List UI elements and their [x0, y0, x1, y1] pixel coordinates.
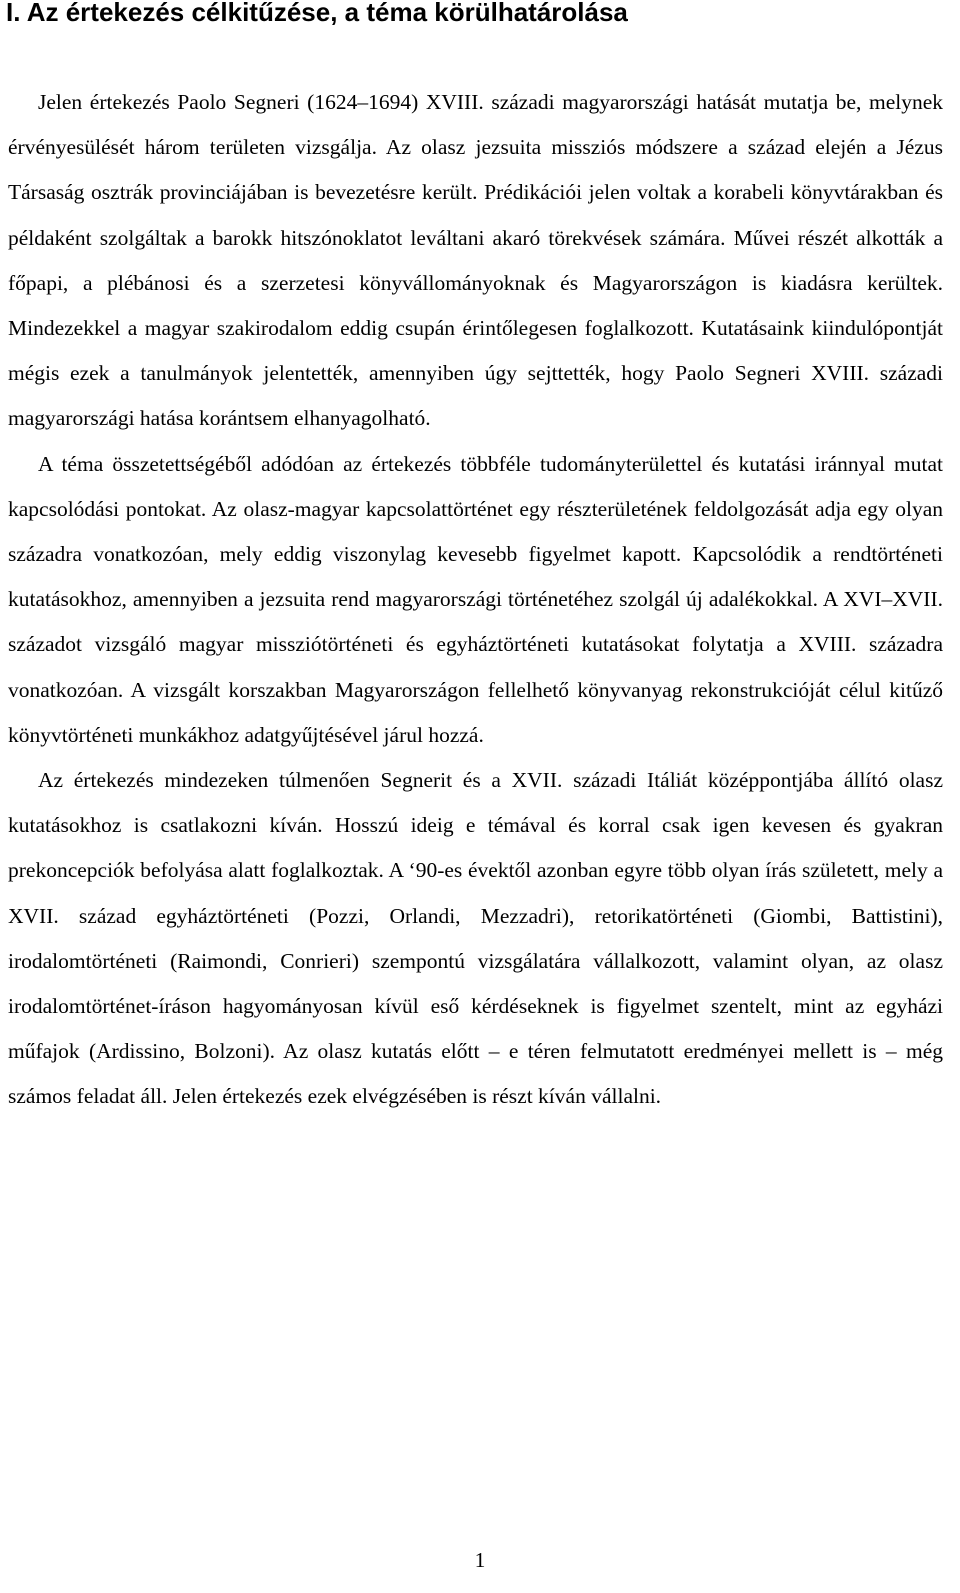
- paragraph-3: Az értekezés mindezeken túlmenően Segnerit és a XVII. századi Itáliát középpontjába állító olasz kutatásokhoz is csatlakozni kíván. Hosszú ideig e témával és korral csak igen kevesen és gyakran prekoncepciók befolyása alatt foglalkoztak. A ‘90-es évektől azonban egyre több olyan írás született, mely a XVII. század egyháztörténeti (Pozzi, Orlandi, Mezzadri), retorikatörténeti (Giombi, Battistini), irodalomtörténeti (Raimondi, Conrieri) szempontú vizsgálatára vállalkozott, valamint olyan, az olasz irodalomtörténet-íráson hagyományosan kívül eső kérdéseknek is figyelmet szentelt, mint az egyházi műfajok (Ardissino, Bolzoni). Az olasz kutatás előtt – e téren felmutatott eredményei mellett is – még számos feladat áll. Jelen értekezés ezek elvégzésében is részt kíván vállalni.: [8, 768, 943, 1109]
- body-text: [8, 80, 943, 1120]
- page-number: 1: [474, 1548, 486, 1572]
- section-heading: I. Az értekezés célkitűzése, a téma körülhatárolása: [6, 0, 628, 27]
- paragraph-2: A téma összetettségéből adódóan az értekezés többféle tudományterülettel és kutatási iránnyal mutat kapcsolódási pontokat. Az olasz-magyar kapcsolattörténet egy részterületének feldolgozását adja egy olyan századra vonatkozóan, mely eddig viszonylag kevesebb figyelmet kapott. Kapcsolódik a rendtörténeti kutatásokhoz, amennyiben a jezsuita rend magyarországi történetéhez szolgál új adalékokkal. A XVI–XVII. századot vizsgáló magyar missziótörténeti és egyháztörténeti kutatásokat folytatja a XVIII. századra vonatkozóan. A vizsgált korszakban Magyarországon fellelhető könyvanyag rekonstrukcióját célul kitűző könyvtörténeti munkákhoz adatgyűjtésével járul hozzá.: [8, 451, 943, 747]
- paragraph-1: Jelen értekezés Paolo Segneri (1624–1694) XVIII. századi magyarországi hatását mutatja be, melynek érvényesülését három területen vizsgálja. Az olasz jezsuita missziós módszere a század elején a Jézus Társaság osztrák provinciájában is bevezetésre került. Prédikációi jelen voltak a korabeli könyvtárakban és példaként szolgáltak a barokk hitszónoklatot leváltani akaró törekvések számára. Művei részét alkották a főpapi, a plébánosi és a szerzetesi könyvállományoknak és Magyarországon is kiadásra kerültek. Mindezekkel a magyar szakirodalom eddig csupán érintőlegesen foglalkozott. Kutatásaink kiindulópontját mégis ezek a tanulmányok jelentették, amennyiben úgy sejttették, hogy Paolo Segneri XVIII. századi magyarországi hatása korántsem elhanyagolható.: [8, 90, 943, 431]
